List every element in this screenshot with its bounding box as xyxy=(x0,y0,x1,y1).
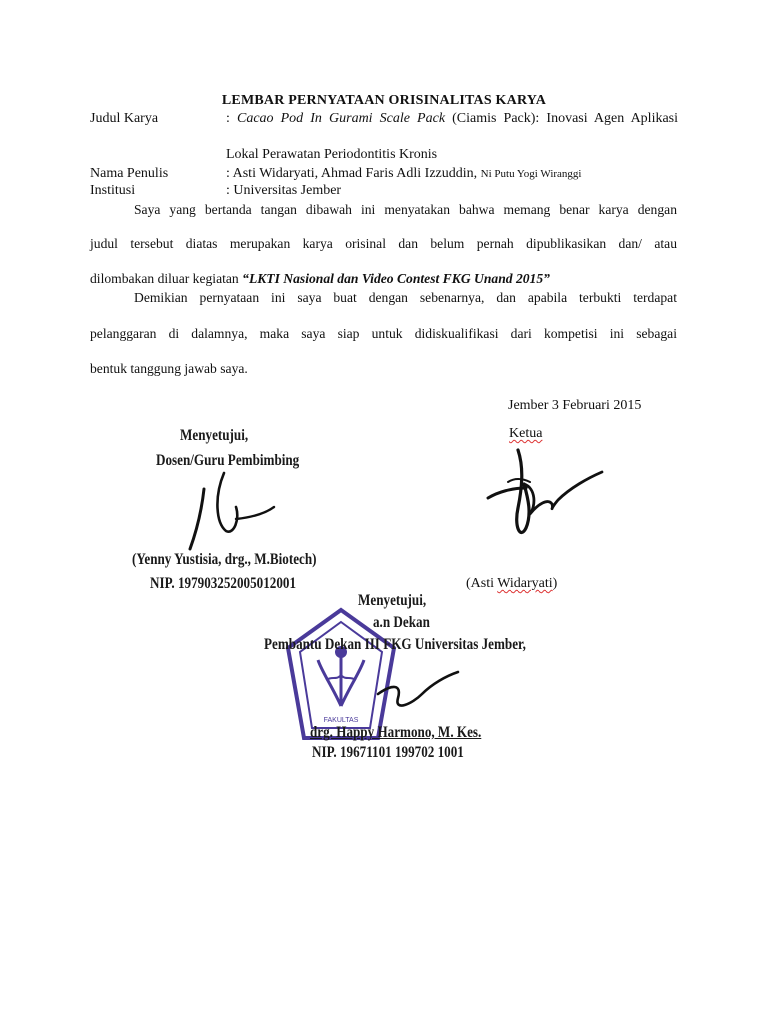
svg-text:FAKULTAS: FAKULTAS xyxy=(323,717,359,724)
ketua-surname: Widaryati xyxy=(497,576,553,591)
penulis-label: Nama Penulis xyxy=(90,166,169,181)
pembimbing-nip: NIP. 197903252005012001 xyxy=(150,575,297,592)
paragraph1-line2: judul tersebut diatas merupakan karya orisinal dan belum pernah dipublikasikan dan/ atau xyxy=(90,236,677,251)
judul-value: : Cacao Pod In Gurami Scale Pack (Ciamis Pack): Inovasi Agen Aplikasi xyxy=(226,111,679,126)
ketua-role: Ketua xyxy=(509,426,543,441)
event-name: “LKTI Nasional dan Video Contest FKG Unand 2015” xyxy=(242,271,550,286)
judul-line2: Lokal Perawatan Periodontitis Kronis xyxy=(226,147,438,162)
pembimbing-block xyxy=(126,415,366,615)
date: Jember 3 Februari 2015 xyxy=(508,398,642,413)
dekan-role: Pembantu Dekan III FKG Universitas Jember, xyxy=(264,636,526,653)
dekan-name: drg. Happy Harmono, M. Kes. xyxy=(310,724,482,741)
paragraph2-line3: bentuk tanggung jawab saya. xyxy=(90,361,248,376)
pembimbing-signature xyxy=(174,467,284,562)
judul-label: Judul Karya xyxy=(90,111,159,126)
paragraph2-line1: Demikian pernyataan ini saya buat dengan sebenarnya, dan apabila terbukti terdapat xyxy=(134,290,677,305)
pembimbing-approve: Menyetujui, xyxy=(180,427,249,444)
dekan-nip: NIP. 19671101 199702 1001 xyxy=(312,744,464,761)
document-title: LEMBAR PERNYATAAN ORISINALITAS KARYA xyxy=(221,93,547,108)
judul-rest: (Ciamis Pack): Inovasi Agen Aplikasi xyxy=(445,111,679,126)
dekan-approve: Menyetujui, xyxy=(358,592,427,609)
ketua-signature xyxy=(478,448,608,544)
pembimbing-role: Dosen/Guru Pembimbing xyxy=(156,452,300,469)
judul-italic: Cacao Pod In Gurami Scale Pack xyxy=(236,111,446,126)
penulis-value: : Asti Widaryati, Ahmad Faris Adli Izzuddin, Ni Putu Yogi Wiranggi xyxy=(226,166,582,181)
dekan-an: a.n Dekan xyxy=(373,614,430,631)
ketua-name: (Asti Widaryati) xyxy=(466,576,558,591)
paragraph1-line3: dilombakan diluar kegiatan “LKTI Nasional dan Video Contest FKG Unand 2015” xyxy=(90,271,550,286)
dekan-signature xyxy=(372,654,462,724)
paragraph1-line1: Saya yang bertanda tangan dibawah ini menyatakan bahwa memang benar karya dengan xyxy=(134,202,677,217)
pembimbing-name: (Yenny Yustisia, drg., M.Biotech) xyxy=(132,551,317,568)
institusi-value: : Universitas Jember xyxy=(226,183,342,198)
paragraph2-line2: pelanggaran di dalamnya, maka saya siap untuk didiskualifikasi dari kompetisi ini sebagai xyxy=(90,326,677,341)
penulis-extra: Ni Putu Yogi Wiranggi xyxy=(480,168,582,180)
institusi-label: Institusi xyxy=(90,183,136,198)
dekan-block xyxy=(262,588,526,768)
